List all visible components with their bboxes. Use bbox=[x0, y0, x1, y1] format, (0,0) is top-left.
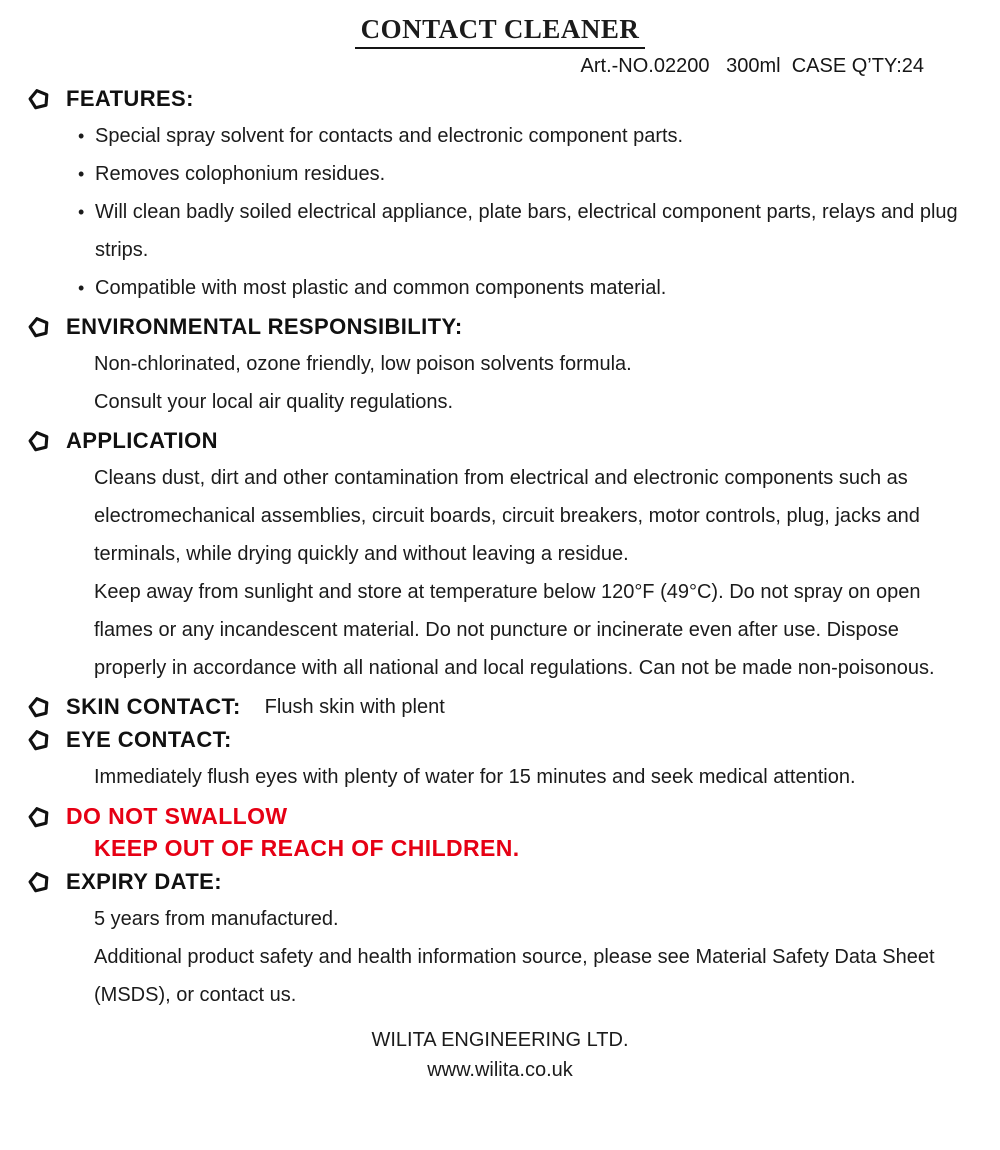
product-meta: Art.-NO.02200 300ml CASE Q’TY:24 bbox=[580, 55, 924, 77]
document-footer bbox=[28, 1024, 972, 1084]
feature-item: • Compatible with most plastic and common components material. bbox=[78, 269, 972, 307]
pentagon-bullet-icon bbox=[26, 428, 53, 455]
eye-contact-heading: EYE CONTACT: bbox=[66, 727, 232, 752]
pentagon-bullet-icon bbox=[26, 86, 53, 113]
feature-item: • Will clean badly soiled electrical appliance, plate bars, electrical component parts, relays and plug strips. bbox=[78, 193, 972, 269]
warning-do-not-swallow: DO NOT SWALLOW bbox=[66, 803, 288, 829]
skin-contact-heading: SKIN CONTACT: bbox=[66, 694, 241, 719]
expiry-line: 5 years from manufactured. bbox=[94, 908, 339, 930]
pentagon-bullet-icon bbox=[26, 694, 53, 721]
application-paragraph: Cleans dust, dirt and other contamination from electrical and electronic components such as electromechanical assemblies, circuit boards, circuit breakers, motor controls, plug, jacks and terminals, while drying quickly and without leaving a residue. bbox=[94, 467, 920, 565]
pentagon-bullet-icon bbox=[26, 314, 53, 341]
environmental-heading: ENVIRONMENTAL RESPONSIBILITY: bbox=[66, 314, 463, 339]
section-heading-eye-contact bbox=[28, 727, 972, 753]
pentagon-bullet-icon bbox=[26, 727, 53, 754]
application-paragraph: Keep away from sunlight and store at temperature below 120°F (49°C). Do not spray on open flames or any incandescent material. Do not puncture or incinerate even after use. Dispose properly in accordance with all national and local regulations. Can not be made non-poisonous. bbox=[94, 581, 935, 679]
features-heading: FEATURES: bbox=[66, 86, 194, 111]
expiry-line: Additional product safety and health information source, please see Material Safety Data Sheet (MSDS), or contact us. bbox=[94, 946, 935, 1006]
warning-keep-out-of-reach: KEEP OUT OF REACH OF CHILDREN. bbox=[94, 835, 520, 861]
section-heading-application bbox=[28, 428, 972, 454]
section-heading-do-not-swallow bbox=[28, 803, 972, 830]
features-list bbox=[28, 117, 972, 307]
environmental-line: Consult your local air quality regulations. bbox=[94, 391, 454, 413]
website-text: www.wilita.co.uk bbox=[427, 1059, 573, 1081]
feature-item: • Special spray solvent for contacts and electronic component parts. bbox=[78, 117, 972, 155]
pentagon-bullet-icon bbox=[26, 803, 53, 830]
section-heading-expiry-date bbox=[28, 869, 972, 895]
eye-contact-text: Immediately flush eyes with plenty of water for 15 minutes and seek medical attention. bbox=[94, 766, 856, 788]
page-title-text: CONTACT CLEANER bbox=[355, 14, 646, 49]
pentagon-bullet-icon bbox=[26, 869, 53, 896]
application-heading: APPLICATION bbox=[66, 428, 218, 453]
section-heading-environmental bbox=[28, 314, 972, 340]
environmental-line: Non-chlorinated, ozone friendly, low poison solvents formula. bbox=[94, 353, 632, 375]
expiry-heading: EXPIRY DATE: bbox=[66, 869, 222, 894]
company-name: WILITA ENGINEERING LTD. bbox=[371, 1029, 629, 1051]
feature-item: • Removes colophonium residues. bbox=[78, 155, 972, 193]
section-heading-features bbox=[28, 86, 972, 112]
section-heading-skin-contact bbox=[28, 694, 972, 720]
skin-contact-text: Flush skin with plent bbox=[264, 695, 445, 718]
page-title bbox=[28, 14, 972, 49]
